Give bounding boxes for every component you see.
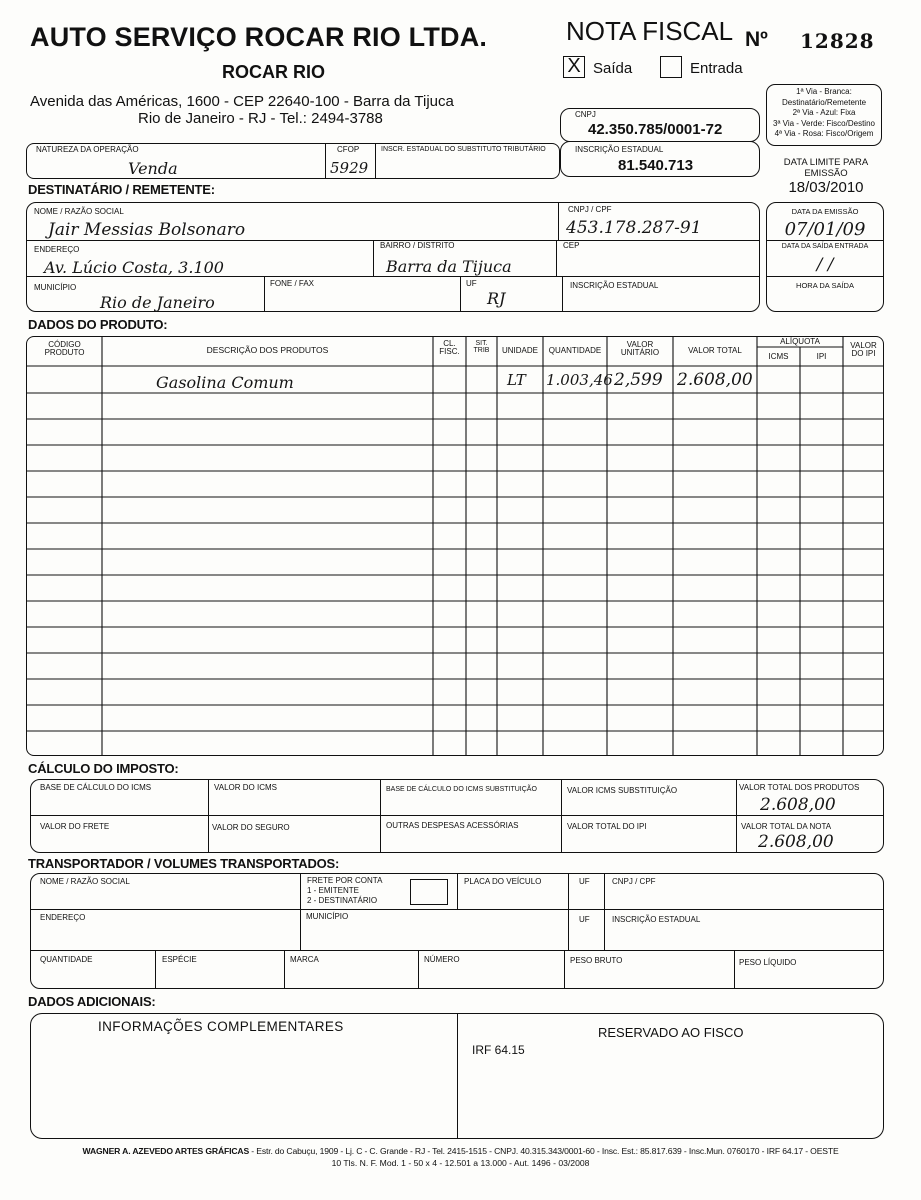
frete-label: VALOR DO FRETE bbox=[40, 822, 110, 831]
col-cl-fisc-line1: CL. bbox=[443, 339, 456, 348]
transp-especie-label: ESPÉCIE bbox=[162, 955, 197, 964]
item-total: 2.608,00 bbox=[677, 370, 753, 390]
recipient-municipio-label: MUNICÍPIO bbox=[34, 283, 77, 292]
total-produtos-label: VALOR TOTAL DOS PRODUTOS bbox=[739, 783, 860, 792]
icms-sub-label: VALOR ICMS SUBSTITUIÇÃO bbox=[567, 786, 678, 795]
total-produtos-value: 2.608,00 bbox=[760, 795, 836, 815]
info-complementares-label: INFORMAÇÕES COMPLEMENTARES bbox=[98, 1019, 344, 1034]
base-icms-sub-label: BASE DE CÁLCULO DO ICMS SUBSTITUIÇÃO bbox=[386, 786, 537, 793]
cfop-label: CFOP bbox=[337, 145, 360, 154]
outras-despesas-label: OUTRAS DESPESAS ACESSÓRIAS bbox=[386, 821, 519, 830]
total-nota-label: VALOR TOTAL DA NOTA bbox=[741, 822, 832, 831]
issuer-cnpj: 42.350.785/0001-72 bbox=[588, 121, 723, 138]
col-sit-trib-line1: SIT. bbox=[475, 340, 488, 347]
recipient-fone-label: FONE / FAX bbox=[270, 279, 315, 288]
recipient-uf: RJ bbox=[487, 289, 506, 308]
transp-uf-label: UF bbox=[579, 877, 590, 886]
natureza-value: Venda bbox=[128, 159, 178, 178]
recipient-cep-label: CEP bbox=[563, 241, 580, 250]
transp-ie-label: INSCRIÇÃO ESTADUAL bbox=[612, 915, 701, 924]
col-cl-fisc bbox=[433, 340, 466, 357]
irf-code: IRF 64.15 bbox=[472, 1043, 525, 1057]
col-unidade: UNIDADE bbox=[501, 346, 538, 355]
section-calculo: CÁLCULO DO IMPOSTO: bbox=[28, 761, 179, 776]
recipient-municipio: Rio de Janeiro bbox=[100, 293, 215, 312]
section-transportador: TRANSPORTADOR / VOLUMES TRANSPORTADOS: bbox=[28, 856, 340, 871]
recipient-uf-label: UF bbox=[466, 279, 477, 288]
col-cl-fisc-line2: FISC. bbox=[439, 347, 460, 357]
col-codigo-line1: CÓDIGO bbox=[48, 340, 81, 349]
frete-checkbox[interactable] bbox=[410, 879, 448, 905]
section-dados-adicionais: DADOS ADICIONAIS: bbox=[28, 994, 156, 1009]
col-valor-unitario-line1: VALOR bbox=[626, 340, 654, 349]
saida-check-mark: X bbox=[567, 55, 581, 77]
natureza-label: NATUREZA DA OPERAÇÃO bbox=[36, 145, 139, 154]
limit-label-line2: EMISSÃO bbox=[804, 168, 848, 179]
total-nota-value: 2.608,00 bbox=[758, 832, 834, 852]
emissao-label: DATA DA EMISSÃO bbox=[791, 207, 859, 216]
transp-marca-label: MARCA bbox=[290, 955, 319, 964]
printer-name: WAGNER A. AZEVEDO ARTES GRÁFICAS bbox=[82, 1146, 250, 1156]
col-quantidade: QUANTIDADE bbox=[548, 346, 602, 355]
section-destinatario: DESTINATÁRIO / REMETENTE: bbox=[28, 182, 215, 197]
recipient-cpf: 453.178.287-91 bbox=[566, 218, 702, 238]
col-codigo bbox=[27, 341, 102, 358]
transp-frete-line3: 2 - DESTINATÁRIO bbox=[307, 896, 378, 905]
reservado-fisco-label: RESERVADO AO FISCO bbox=[598, 1025, 744, 1040]
printer-footer bbox=[30, 1146, 891, 1156]
col-valor-ipi bbox=[843, 342, 884, 359]
company-address-line2: Rio de Janeiro - RJ - Tel.: 2494-3788 bbox=[138, 110, 383, 127]
limit-label-line1: DATA LIMITE PARA bbox=[783, 157, 869, 168]
company-short-name: ROCAR RIO bbox=[222, 62, 325, 82]
transp-frete-line2: 1 - EMITENTE bbox=[307, 886, 360, 895]
transp-numero-label: NÚMERO bbox=[424, 955, 460, 964]
transp-endereco-label: ENDEREÇO bbox=[40, 913, 86, 922]
saida-label: Saída bbox=[593, 60, 633, 77]
cfop-value: 5929 bbox=[330, 159, 369, 177]
transp-peso-liquido-label: PESO LÍQUIDO bbox=[739, 958, 797, 967]
transp-peso-bruto-label: PESO BRUTO bbox=[570, 956, 623, 965]
recipient-bairro-label: BAIRRO / DISTRITO bbox=[380, 241, 455, 250]
via-line: 2ª Via - Azul: Fixa bbox=[792, 108, 856, 117]
col-valor-unitario bbox=[607, 341, 673, 358]
transp-quantidade-label: QUANTIDADE bbox=[40, 955, 93, 964]
document-number: 12828 bbox=[800, 29, 875, 53]
transp-frete-label bbox=[307, 876, 382, 906]
transp-nome-label: NOME / RAZÃO SOCIAL bbox=[40, 877, 130, 886]
company-address-line1: Avenida das Américas, 1600 - CEP 22640-100 - Barra da Tijuca bbox=[30, 93, 454, 110]
issuer-ie-label: INSCRIÇÃO ESTADUAL bbox=[575, 145, 664, 154]
valor-icms-label: VALOR DO ICMS bbox=[214, 783, 277, 792]
item-descricao: Gasolina Comum bbox=[156, 373, 294, 392]
recipient-ie-label: INSCRIÇÃO ESTADUAL bbox=[570, 281, 659, 290]
transp-municipio-label: MUNICÍPIO bbox=[306, 912, 349, 921]
recipient-name: Jair Messias Bolsonaro bbox=[48, 220, 246, 240]
recipient-address: Av. Lúcio Costa, 3.100 bbox=[44, 258, 224, 277]
number-label: Nº bbox=[745, 28, 768, 51]
transp-placa-label: PLACA DO VEÍCULO bbox=[464, 877, 542, 886]
limit-date: 18/03/2010 bbox=[788, 179, 864, 196]
col-codigo-line2: PRODUTO bbox=[44, 348, 85, 358]
recipient-address-label: ENDEREÇO bbox=[34, 245, 80, 254]
hora-saida-label: HORA DA SAÍDA bbox=[796, 281, 854, 290]
col-sit-trib-line2: TRIB bbox=[473, 347, 490, 355]
col-sit-trib bbox=[466, 340, 497, 355]
ie-substituto-label: INSCR. ESTADUAL DO SUBSTITUTO TRIBUTÁRIO bbox=[381, 146, 546, 153]
printer-footer-line2: 10 Tls. N. F. Mod. 1 - 50 x 4 - 12.501 a 13.000 - Aut. 1496 - 03/2008 bbox=[331, 1158, 590, 1168]
seguro-label: VALOR DO SEGURO bbox=[212, 823, 290, 832]
company-name: AUTO SERVIÇO ROCAR RIO LTDA. bbox=[30, 22, 488, 52]
via-line: 3ª Via - Verde: Fisco/Destino bbox=[773, 118, 875, 128]
saida-date: / / bbox=[816, 255, 834, 275]
recipient-cpf-label: CNPJ / CPF bbox=[568, 205, 612, 214]
transp-uf2-label: UF bbox=[579, 915, 590, 924]
col-valor-total: VALOR TOTAL bbox=[688, 346, 742, 355]
issuer-cnpj-label: CNPJ bbox=[575, 110, 596, 119]
printer-details: - Estr. do Cabuçu, 1909 - Lj. C - C. Grande - RJ - Tel. 2415-1515 - CNPJ. 40.315.343/0001-60 - Insc. Est.: 85.817.639 - Insc.Mun. 0760170 - IRF 64.17 - OESTE bbox=[249, 1146, 839, 1156]
total-ipi-label: VALOR TOTAL DO IPI bbox=[567, 822, 647, 831]
col-ipi: IPI bbox=[816, 352, 827, 361]
via-line: 4ª Via - Rosa: Fisco/Origem bbox=[774, 129, 874, 138]
issuer-ie: 81.540.713 bbox=[618, 157, 694, 174]
recipient-name-label: NOME / RAZÃO SOCIAL bbox=[34, 207, 124, 216]
base-icms-label: BASE DE CÁLCULO DO ICMS bbox=[40, 783, 152, 792]
col-valor-unitario-line2: UNITÁRIO bbox=[620, 348, 660, 358]
item-unidade: LT bbox=[507, 371, 526, 389]
item-unitario: 2,599 bbox=[614, 370, 663, 390]
transp-frete-line1: FRETE POR CONTA bbox=[307, 876, 383, 885]
entrada-label: Entrada bbox=[690, 60, 743, 77]
transp-cnpj-label: CNPJ / CPF bbox=[612, 877, 656, 886]
via-line: Destinatário/Remetente bbox=[781, 97, 867, 107]
emissao-date: 07/01/09 bbox=[784, 219, 866, 240]
col-valor-ipi-line2: DO IPI bbox=[851, 349, 876, 359]
saida-date-label: DATA DA SAÍDA ENTRADA bbox=[781, 243, 869, 250]
section-produtos: DADOS DO PRODUTO: bbox=[28, 317, 168, 332]
recipient-bairro: Barra da Tijuca bbox=[386, 257, 512, 276]
col-valor-ipi-line1: VALOR bbox=[850, 341, 877, 350]
col-descricao: DESCRIÇÃO DOS PRODUTOS bbox=[206, 345, 329, 355]
col-aliquota: ALÍQUOTA bbox=[780, 337, 820, 346]
item-quantidade: 1.003,46 bbox=[546, 371, 613, 389]
col-icms: ICMS bbox=[768, 352, 789, 361]
document-title: NOTA FISCAL bbox=[566, 16, 734, 46]
via-line: 1ª Via - Branca: bbox=[796, 87, 852, 96]
